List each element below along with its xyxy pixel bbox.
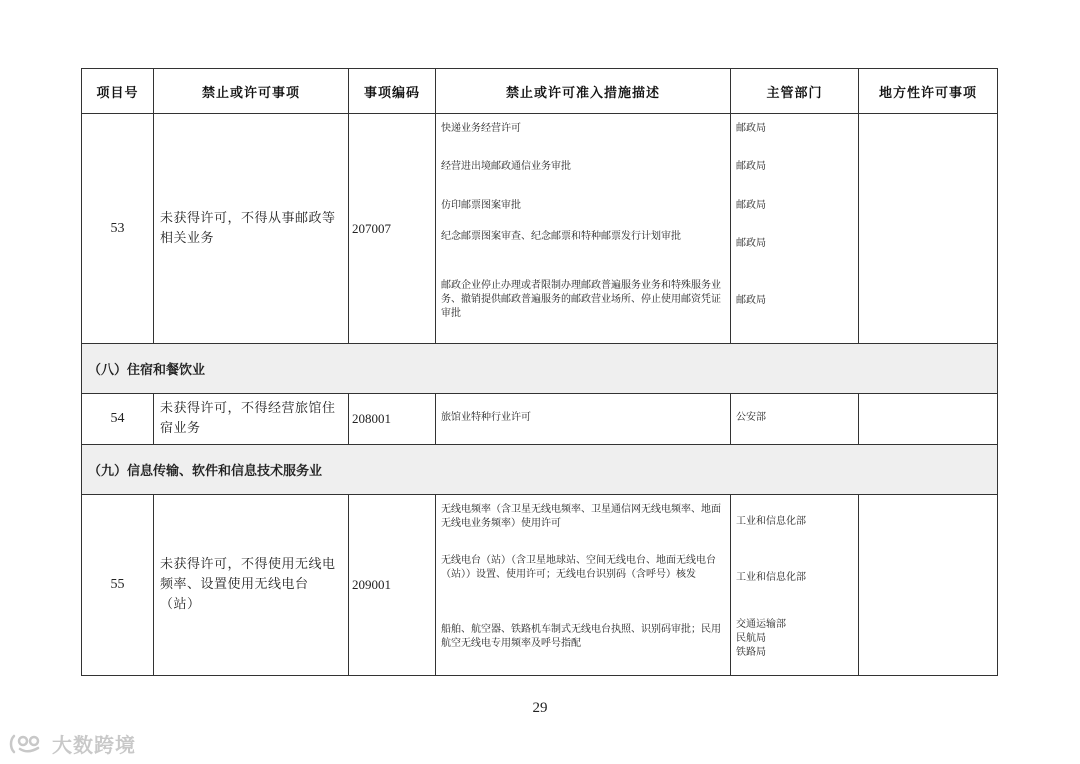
local-matter-cell (859, 495, 998, 676)
measure-description-cell (436, 114, 731, 344)
department-cell (731, 114, 859, 344)
section-row (82, 344, 998, 394)
department: 邮政局 (736, 161, 766, 172)
local-matter-cell (859, 394, 998, 445)
measure-description: 无线电台（站）（含卫星地球站、空间无线电台、地面无线电台（站））设置、使用许可；无线电台识别码（含呼号）核发 (441, 555, 716, 580)
matter-text: 未获得许可，不得使用无线电频率、设置使用无线电台（站） (154, 495, 349, 676)
watermark-text: 大数跨境 (52, 733, 136, 757)
header-measure-description: 禁止或许可准入措施描述 (436, 69, 731, 114)
department: 交通运输部 民航局 铁路局 (736, 619, 786, 658)
department: 工业和信息化部 (736, 516, 806, 527)
department: 邮政局 (736, 200, 766, 211)
department: 邮政局 (736, 295, 766, 306)
table-header-row (82, 69, 998, 114)
row-number: 54 (82, 394, 154, 445)
matter-code: 209001 (349, 495, 436, 676)
table-row (82, 114, 998, 344)
header-local-matter: 地方性许可事项 (859, 69, 998, 114)
department-cell (731, 495, 859, 676)
header-code: 事项编码 (349, 69, 436, 114)
measure-description: 旅馆业特种行业许可 (441, 412, 531, 423)
header-item-number: 项目号 (82, 69, 154, 114)
local-matter-cell (859, 114, 998, 344)
header-department: 主管部门 (731, 69, 859, 114)
measure-description: 船舶、航空器、铁路机车制式无线电台执照、识别码审批；民用航空无线电专用频率及呼号指配 (441, 624, 721, 649)
watermark (8, 729, 136, 758)
brand-logo-icon (8, 732, 48, 756)
row-number: 55 (82, 495, 154, 676)
header-matter: 禁止或许可事项 (154, 69, 349, 114)
department: 邮政局 (736, 123, 766, 134)
table-row (82, 495, 998, 676)
table-row (82, 394, 998, 445)
measure-description: 邮政企业停止办理或者限制办理邮政普遍服务业务和特殊服务业务、撤销提供邮政普遍服务的邮政营业场所、停止使用邮资凭证审批 (441, 280, 721, 319)
permission-table (81, 68, 998, 676)
measure-description: 快递业务经营许可 (441, 123, 521, 134)
measure-description-cell (436, 495, 731, 676)
measure-description: 仿印邮票图案审批 (441, 200, 521, 211)
matter-text: 未获得许可，不得从事邮政等相关业务 (154, 114, 349, 344)
matter-code: 207007 (349, 114, 436, 344)
measure-description: 纪念邮票图案审查、纪念邮票和特种邮票发行计划审批 (441, 231, 681, 242)
measure-description: 经营进出境邮政通信业务审批 (441, 161, 571, 172)
matter-code: 208001 (349, 394, 436, 445)
row-number: 53 (82, 114, 154, 344)
department: 工业和信息化部 (736, 572, 806, 583)
department: 公安部 (736, 412, 766, 423)
section-title: （八）住宿和餐饮业 (82, 344, 998, 394)
measure-description-cell (436, 394, 731, 445)
page-number: 29 (532, 700, 548, 716)
matter-text: 未获得许可，不得经营旅馆住宿业务 (154, 394, 349, 445)
section-row (82, 445, 998, 495)
department-cell (731, 394, 859, 445)
department: 邮政局 (736, 238, 766, 249)
section-title: （九）信息传输、软件和信息技术服务业 (82, 445, 998, 495)
measure-description: 无线电频率（含卫星无线电频率、卫星通信网无线电频率、地面无线电业务频率）使用许可 (441, 504, 721, 529)
